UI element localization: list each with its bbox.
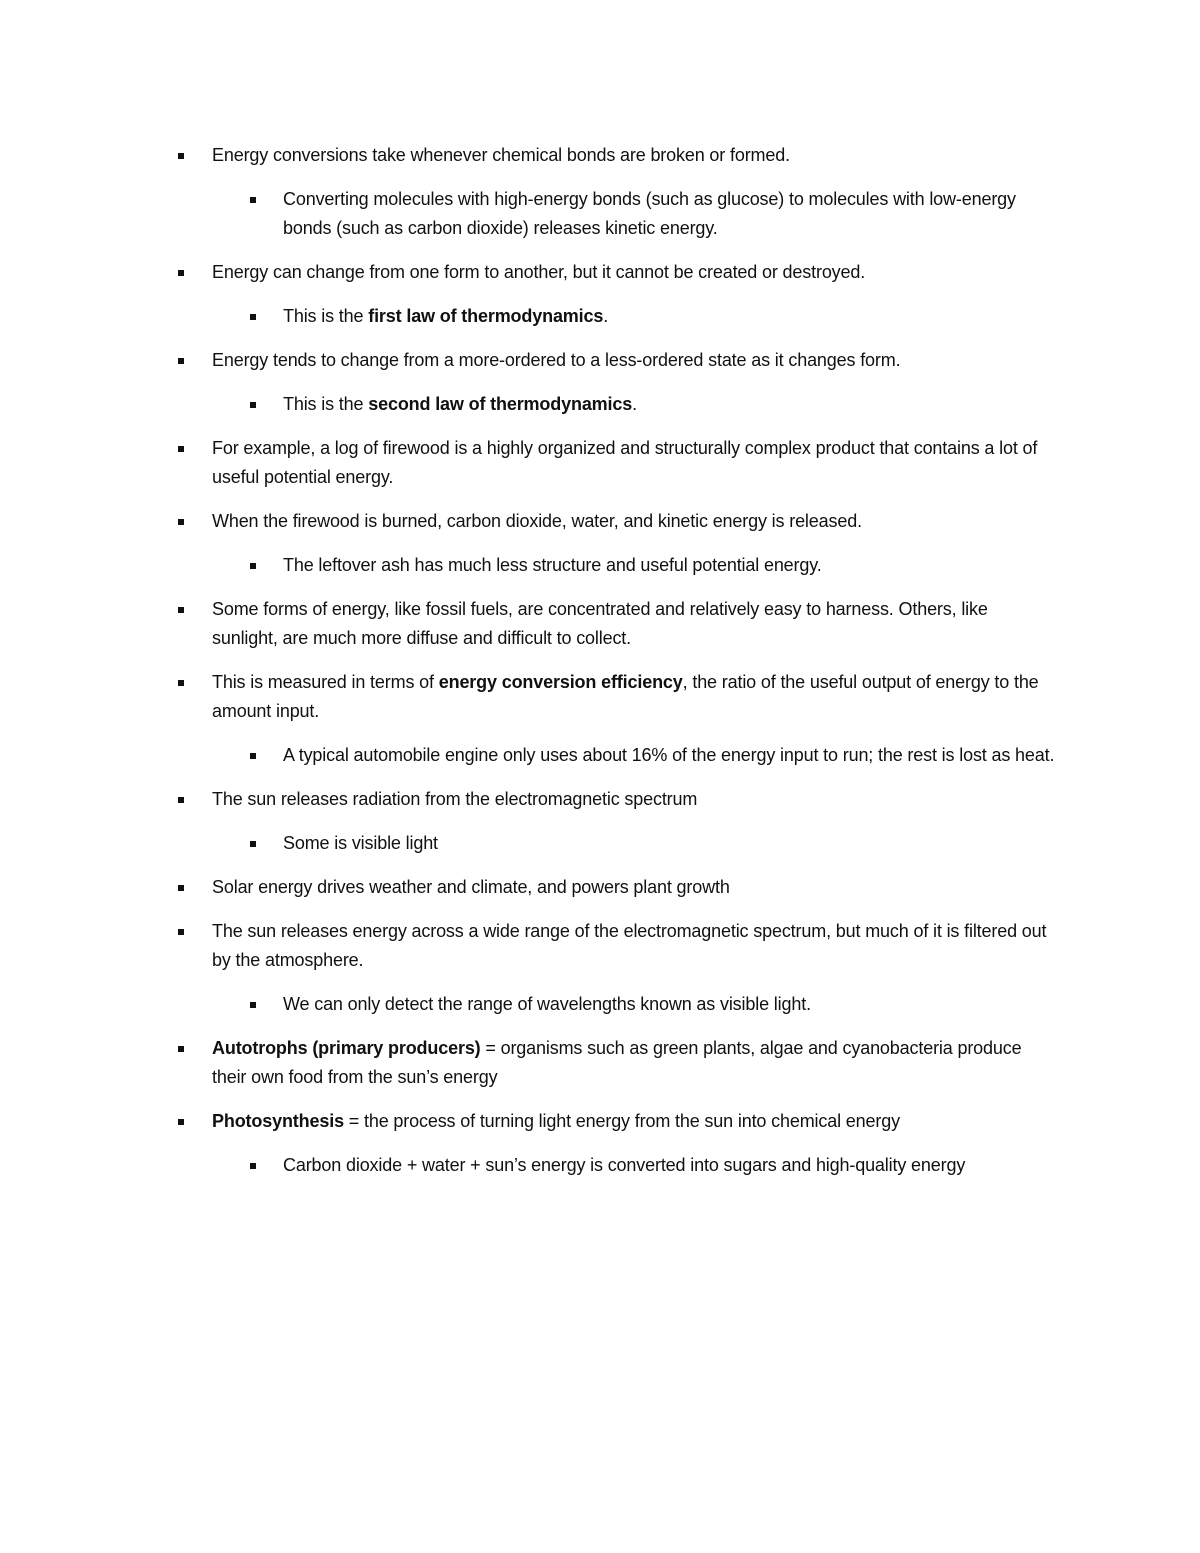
sub-list-item (175, 741, 1055, 770)
list-item (175, 785, 1055, 814)
sub-list-item (175, 829, 1055, 858)
square-bullet-icon (250, 197, 256, 203)
square-bullet-icon (250, 753, 256, 759)
bold-term: Photosynthesis (212, 1111, 344, 1131)
bold-term: Autotrophs (primary producers) (212, 1038, 481, 1058)
bullet-list (175, 141, 1055, 1195)
list-item (175, 1107, 1055, 1136)
item-text: When the firewood is burned, carbon dioxide, water, and kinetic energy is released. (212, 511, 862, 531)
list-item (175, 346, 1055, 375)
square-bullet-icon (178, 446, 184, 452)
square-bullet-icon (178, 1119, 184, 1125)
item-text: This is the (283, 306, 369, 326)
square-bullet-icon (178, 358, 184, 364)
list-item (175, 434, 1055, 492)
sub-list-item (175, 990, 1055, 1019)
item-text: The leftover ash has much less structure and useful potential energy. (283, 555, 822, 575)
square-bullet-icon (178, 1046, 184, 1052)
sub-list-item (175, 551, 1055, 580)
square-bullet-icon (178, 929, 184, 935)
bold-term: first law of thermodynamics (368, 306, 604, 326)
square-bullet-icon (250, 402, 256, 408)
square-bullet-icon (178, 885, 184, 891)
list-item (175, 668, 1055, 726)
square-bullet-icon (250, 314, 256, 320)
item-text: Solar energy drives weather and climate, and powers plant growth (212, 877, 730, 897)
item-text: Energy can change from one form to another, but it cannot be created or destroyed. (212, 262, 866, 282)
item-text: The sun releases radiation from the electromagnetic spectrum (212, 789, 698, 809)
bold-term: second law of thermodynamics (368, 394, 633, 414)
item-text: . (632, 394, 637, 414)
list-item (175, 507, 1055, 536)
item-text: Energy conversions take whenever chemical bonds are broken or formed. (212, 145, 790, 165)
item-text: A typical automobile engine only uses about 16% of the energy input to run; the rest is lost as heat. (283, 745, 1055, 765)
item-text: We can only detect the range of wavelengths known as visible light. (283, 994, 811, 1014)
item-text: = the process of turning light energy from the sun into chemical energy (343, 1111, 900, 1131)
item-text: Energy tends to change from a more-ordered to a less-ordered state as it changes form. (212, 350, 901, 370)
sub-list-item (175, 302, 1055, 331)
list-item (175, 917, 1055, 975)
square-bullet-icon (178, 270, 184, 276)
list-item (175, 873, 1055, 902)
square-bullet-icon (178, 797, 184, 803)
square-bullet-icon (250, 1002, 256, 1008)
square-bullet-icon (250, 841, 256, 847)
sub-list-item (175, 185, 1055, 243)
square-bullet-icon (178, 153, 184, 159)
square-bullet-icon (178, 519, 184, 525)
list-item (175, 258, 1055, 287)
item-text: Some is visible light (283, 833, 438, 853)
item-text: The sun releases energy across a wide range of the electromagnetic spectrum, but much of it is filtered out by the atmosphere. (212, 921, 1047, 970)
sub-list-item (175, 1151, 1055, 1180)
item-text: Carbon dioxide + water + sun’s energy is converted into sugars and high-quality energy (283, 1155, 966, 1175)
item-text: Converting molecules with high-energy bonds (such as glucose) to molecules with low-energy bonds (such as carbon dioxide) releases kinetic energy. (283, 189, 1016, 238)
square-bullet-icon (250, 1163, 256, 1169)
item-text: , the ratio of the useful output of energy to the amount input. (212, 672, 1039, 721)
list-item (175, 595, 1055, 653)
square-bullet-icon (178, 607, 184, 613)
item-text: This is measured in terms of (212, 672, 439, 692)
item-text: . (603, 306, 609, 326)
item-text: Some forms of energy, like fossil fuels, are concentrated and relatively easy to harness. Others, like sunlight, are much more diffuse and difficult to collect. (212, 599, 988, 648)
item-text: This is the (283, 394, 369, 414)
square-bullet-icon (250, 563, 256, 569)
list-item (175, 1034, 1055, 1092)
item-text: For example, a log of firewood is a highly organized and structurally complex product that contains a lot of useful potential energy. (212, 438, 1038, 487)
list-item (175, 141, 1055, 170)
bold-term: energy conversion efficiency (438, 672, 683, 692)
sub-list-item (175, 390, 1055, 419)
square-bullet-icon (178, 680, 184, 686)
item-text: = organisms such as green plants, algae and cyanobacteria produce their own food from the sun’s energy (212, 1038, 1022, 1087)
